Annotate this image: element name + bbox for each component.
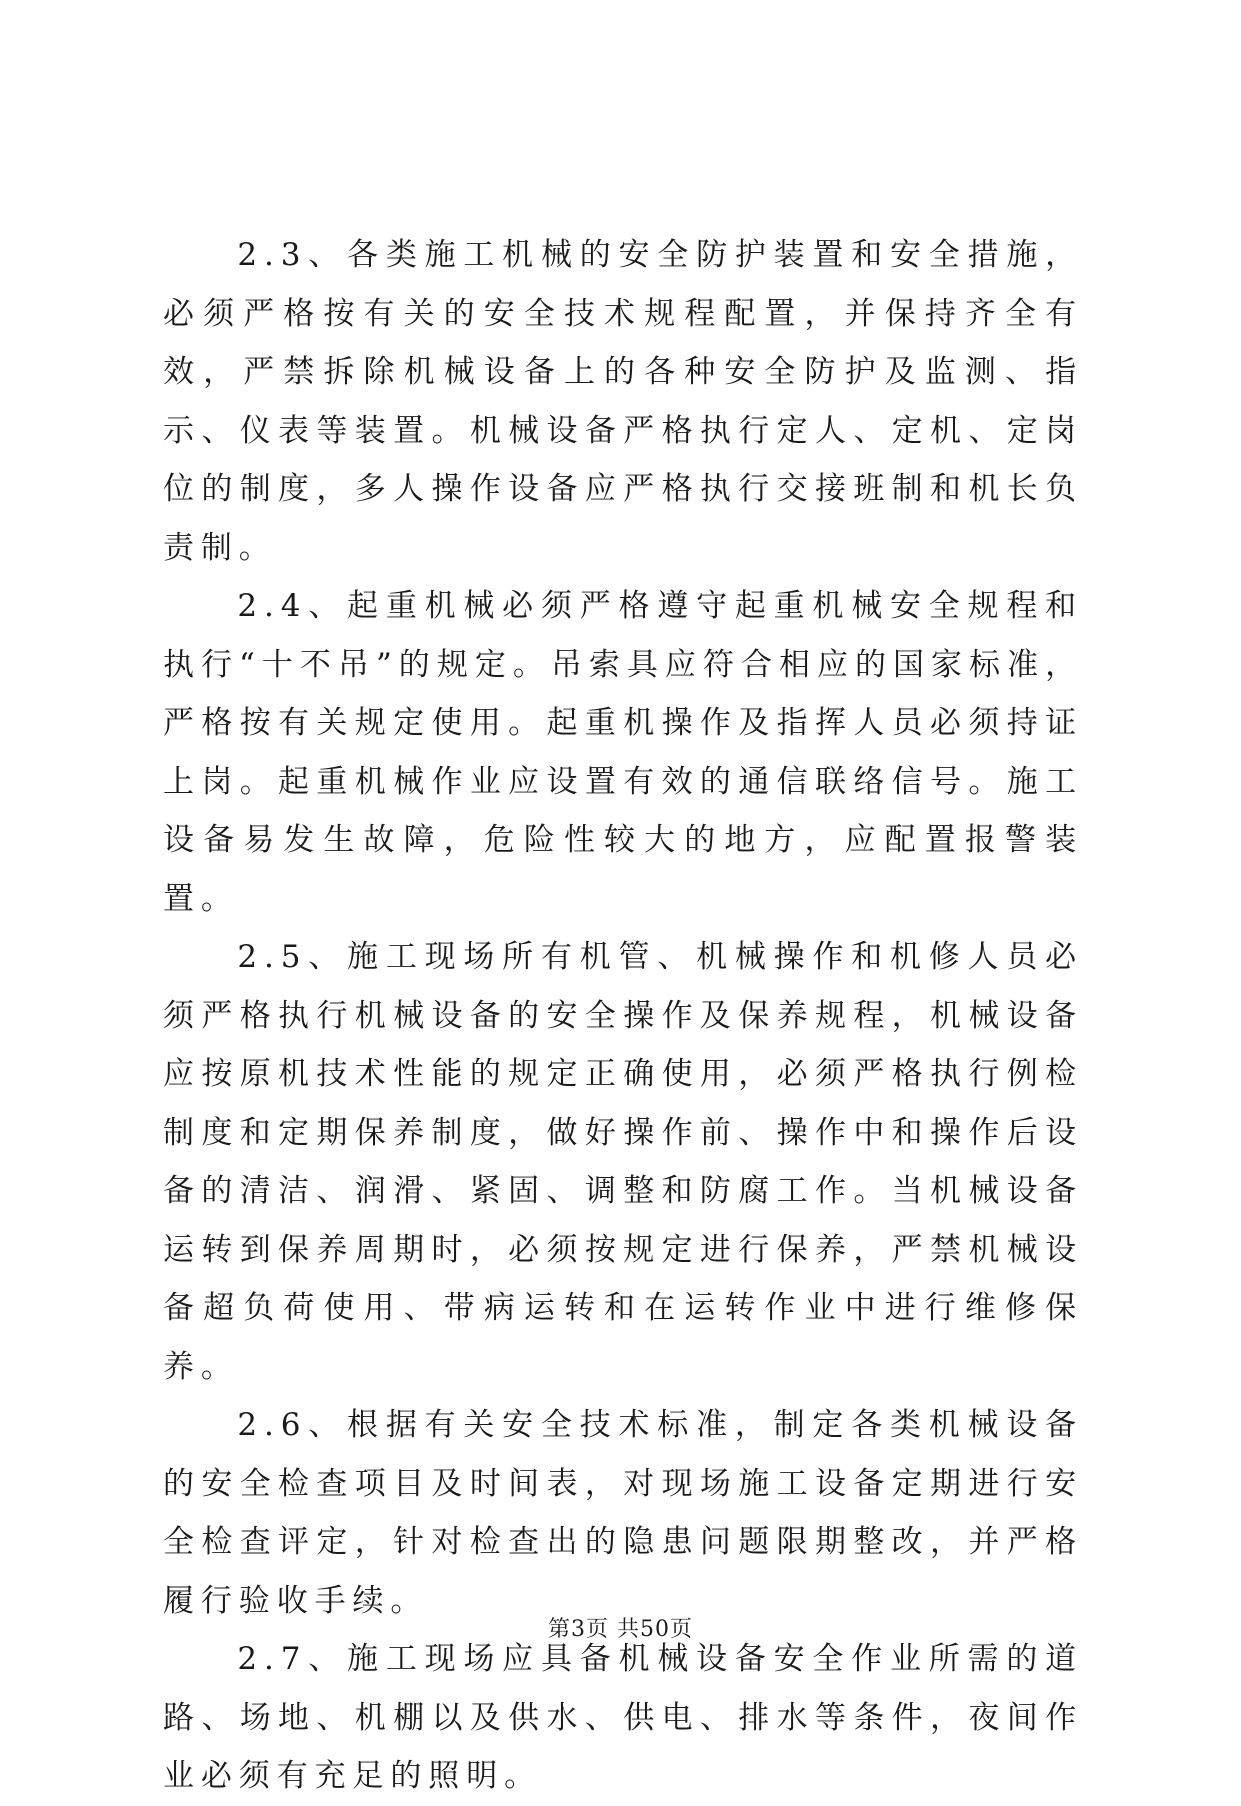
page-number-footer: 第3页 共50页	[548, 1617, 693, 1642]
paragraph-2-7: 2.7、施工现场应具备机械设备安全作业所需的道路、场地、机棚以及供水、供电、排水等条件，夜间作业必须有充足的照明。	[163, 1641, 1083, 1794]
paragraph-2-5: 2.5、施工现场所有机管、机械操作和机修人员必须严格执行机械设备的安全操作及保养规程，机械设备应按原机技术性能的规定正确使用，必须严格执行例检制度和定期保养制度，做好操作前、操作中和操作后设备的清洁、润滑、紧固、调整和防腐工作。当机械设备运转到保养周期时，必须按规定进行保养，严禁机械设备超负荷使用、带病运转和在运转作业中进行维修保养。	[163, 939, 1083, 1385]
document-body	[163, 226, 1083, 1806]
paragraph-2-4: 2.4、起重机械必须严格遵守起重机械安全规程和执行“十不吊”的规定。吊索具应符合相应的国家标准，严格按有关规定使用。起重机操作及指挥人员必须持证上岗。起重机械作业应设置有效的通信联络信号。施工设备易发生故障，危险性较大的地方，应配置报警装置。	[163, 588, 1083, 917]
paragraph-2-6: 2.6、根据有关安全技术标准，制定各类机械设备的安全检查项目及时间表，对现场施工设备定期进行安全检查评定，针对检查出的隐患问题限期整改，并严格履行验收手续。	[163, 1407, 1083, 1619]
paragraph-2-3: 2.3、各类施工机械的安全防护装置和安全措施，必须严格按有关的安全技术规程配置，并保持齐全有效，严禁拆除机械设备上的各种安全防护及监测、指示、仪表等装置。机械设备严格执行定人、定机、定岗位的制度，多人操作设备应严格执行交接班制和机长负责制。	[163, 237, 1083, 566]
